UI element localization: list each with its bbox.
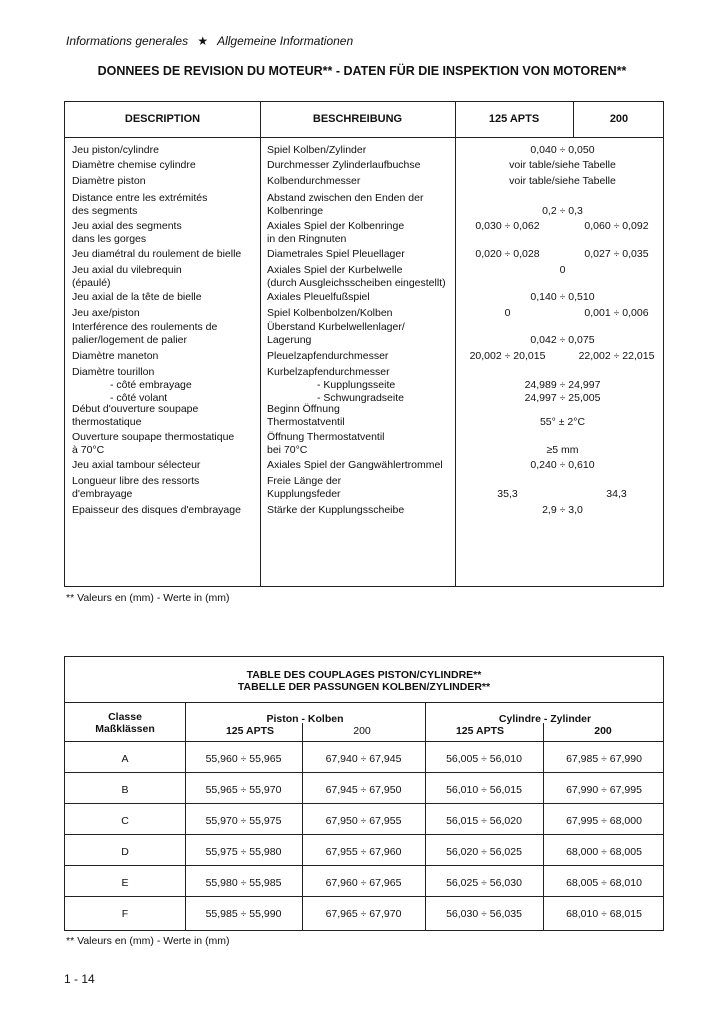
description-text: des segments: [72, 205, 138, 217]
beschreibung-cell: [267, 175, 457, 188]
row-divider: [65, 702, 663, 703]
beschreibung-cell: [267, 431, 457, 457]
description-cell: [72, 366, 257, 405]
description-text: Jeu axial de la tête de bielle: [72, 291, 202, 303]
revision-data-table: [64, 101, 664, 587]
header-cylinder-200: 200: [594, 725, 612, 737]
beschreibung-text: Thermostatventil: [267, 416, 345, 428]
description-text: Diamètre maneton: [72, 350, 159, 362]
fit-value-cell: 67,995 ÷ 68,000: [566, 815, 642, 827]
beschreibung-text: Überstand Kurbelwellenlager/: [267, 321, 405, 333]
fit-value-cell: 56,030 ÷ 56,035: [446, 908, 522, 920]
fit-value-cell: 55,975 ÷ 55,980: [205, 846, 282, 858]
column-divider: [573, 102, 574, 137]
beschreibung-text: Freie Länge der: [267, 475, 342, 487]
value-text: ≥5 mm: [546, 444, 579, 456]
beschreibung-cell: [267, 144, 457, 157]
footnote-units: ** Valeurs en (mm) - Werte in (mm): [66, 592, 230, 604]
description-cell: [72, 248, 257, 261]
description-cell: [72, 431, 257, 457]
description-cell: [72, 350, 257, 363]
fit-value-cell: 67,940 ÷ 67,945: [325, 753, 402, 765]
value-text: voir table/siehe Tabelle: [509, 175, 616, 187]
value-text: 0,001 ÷ 0,006: [584, 307, 649, 319]
fit-value-cell: 68,005 ÷ 68,010: [566, 877, 642, 889]
beschreibung-text: Diametrales Spiel Pleuellager: [267, 248, 405, 260]
class-cell: A: [121, 753, 129, 765]
beschreibung-cell: [267, 220, 457, 246]
fit-value-cell: 56,015 ÷ 56,020: [446, 815, 522, 827]
fit-value-cell: 56,025 ÷ 56,030: [446, 877, 522, 889]
beschreibung-text: Beginn Öffnung: [267, 403, 340, 415]
description-cell: [72, 264, 257, 290]
fit-value-cell: 67,965 ÷ 67,970: [325, 908, 402, 920]
footnote-units-2: ** Valeurs en (mm) - Werte in (mm): [66, 935, 230, 947]
beschreibung-text: Spiel Kolben/Zylinder: [267, 144, 367, 156]
row-divider: [65, 772, 663, 773]
description-text: Jeu axial tambour sélecteur: [72, 459, 201, 471]
row-divider: [65, 896, 663, 897]
value-text: 0,060 ÷ 0,092: [584, 220, 649, 232]
fit-value-cell: 67,960 ÷ 67,965: [325, 877, 402, 889]
value-text: voir table/siehe Tabelle: [509, 159, 616, 171]
description-text: - côté volant: [110, 392, 168, 404]
beschreibung-text: Abstand zwischen den Enden der: [267, 192, 424, 204]
header-piston-125: 125 APTS: [225, 725, 275, 737]
beschreibung-cell: [267, 291, 457, 304]
beschreibung-text: - Schwungradseite: [317, 392, 404, 404]
beschreibung-cell: [267, 403, 457, 429]
beschreibung-cell: [267, 475, 457, 501]
description-cell: [72, 192, 257, 218]
row-divider: [65, 803, 663, 804]
description-cell: [72, 144, 257, 157]
beschreibung-cell: [267, 504, 457, 517]
header-beschreibung: BESCHREIBUNG: [312, 113, 403, 125]
header-class-de: Maßklässen: [95, 723, 155, 735]
value-text: 24,989 ÷ 24,997: [524, 379, 601, 391]
value-text: 0: [504, 307, 511, 319]
header-200: 200: [609, 113, 629, 125]
value-text: 0,2 ÷ 0,3: [542, 205, 583, 217]
description-text: dans les gorges: [72, 233, 147, 245]
header-divider: [65, 137, 663, 138]
value-text: 55° ± 2°C: [539, 416, 586, 428]
beschreibung-text: Axiales Spiel der Kurbelwelle: [267, 264, 403, 276]
description-text: (épaulé): [72, 277, 111, 289]
beschreibung-cell: [267, 366, 457, 405]
description-text: Interférence des roulements de: [72, 321, 218, 333]
description-cell: [72, 403, 257, 429]
beschreibung-cell: [267, 264, 457, 290]
class-cell: B: [121, 784, 129, 796]
fit-value-cell: 56,010 ÷ 56,015: [446, 784, 522, 796]
description-text: palier/logement de palier: [72, 334, 187, 346]
fit-value-cell: 68,010 ÷ 68,015: [566, 908, 642, 920]
beschreibung-text: in den Ringnuten: [267, 233, 347, 245]
description-text: - côté embrayage: [110, 379, 192, 391]
description-text: Diamètre piston: [72, 175, 146, 187]
value-text: 35,3: [497, 488, 518, 500]
description-cell: [72, 321, 257, 347]
beschreibung-cell: [267, 350, 457, 363]
description-text: Jeu axial du vilebrequin: [72, 264, 182, 276]
table2-title-de: TABELLE DER PASSUNGEN KOLBEN/ZYLINDER**: [237, 681, 491, 693]
value-text: 0,140 ÷ 0,510: [530, 291, 595, 303]
description-cell: [72, 175, 257, 188]
row-divider: [65, 834, 663, 835]
value-text: 2,9 ÷ 3,0: [542, 504, 583, 516]
value-text: 20,002 ÷ 20,015: [469, 350, 546, 362]
description-text: Début d'ouverture soupape: [72, 403, 199, 415]
page-title: DONNEES DE REVISION DU MOTEUR** - DATEN FÜR DIE INSPEKTION VON MOTOREN**: [97, 64, 627, 78]
header-125-apts: 125 APTS: [488, 113, 540, 125]
row-divider: [65, 741, 663, 742]
description-text: Jeu diamétral du roulement de bielle: [72, 248, 242, 260]
beschreibung-text: Durchmesser Zylinderlaufbuchse: [267, 159, 421, 171]
fit-value-cell: 67,985 ÷ 67,990: [566, 753, 642, 765]
header-left: Informations generales: [66, 34, 189, 48]
fit-value-cell: 55,960 ÷ 55,965: [205, 753, 282, 765]
header-piston-200: 200: [353, 725, 371, 737]
description-text: Longueur libre des ressorts: [72, 475, 200, 487]
beschreibung-text: Lagerung: [267, 334, 312, 346]
description-text: d'embrayage: [72, 488, 133, 500]
beschreibung-text: Öffnung Thermostatventil: [267, 431, 385, 443]
fit-value-cell: 68,000 ÷ 68,005: [566, 846, 642, 858]
value-text: 0,020 ÷ 0,028: [475, 248, 540, 260]
description-cell: [72, 459, 257, 472]
beschreibung-text: Pleuelzapfendurchmesser: [267, 350, 389, 362]
description-text: Jeu axial des segments: [72, 220, 182, 232]
beschreibung-cell: [267, 321, 457, 347]
beschreibung-text: Stärke der Kupplungsscheibe: [267, 504, 405, 516]
table2-title-fr: TABLE DES COUPLAGES PISTON/CYLINDRE**: [246, 669, 482, 681]
beschreibung-cell: [267, 248, 457, 261]
fit-value-cell: 55,985 ÷ 55,990: [205, 908, 282, 920]
header-cylinder-125: 125 APTS: [455, 725, 505, 737]
fit-value-cell: 55,970 ÷ 55,975: [205, 815, 282, 827]
header-description: DESCRIPTION: [124, 113, 201, 125]
class-cell: D: [121, 846, 129, 858]
class-cell: E: [121, 877, 129, 889]
value-text: 0,030 ÷ 0,062: [475, 220, 540, 232]
header-piston: Piston - Kolben: [266, 713, 344, 725]
header-class-fr: Classe: [108, 711, 142, 723]
fit-value-cell: 67,945 ÷ 67,950: [325, 784, 402, 796]
beschreibung-text: (durch Ausgleichsscheiben eingestellt): [267, 277, 446, 289]
description-text: Distance entre les extrémités: [72, 192, 208, 204]
beschreibung-text: bei 70°C: [267, 444, 308, 456]
beschreibung-cell: [267, 159, 457, 172]
value-text: 22,002 ÷ 22,015: [578, 350, 655, 362]
description-text: Epaisseur des disques d'embrayage: [72, 504, 241, 516]
beschreibung-text: Spiel Kolbenbolzen/Kolben: [267, 307, 393, 319]
description-cell: [72, 475, 257, 501]
value-text: 34,3: [606, 488, 627, 500]
beschreibung-text: Axiales Spiel der Kolbenringe: [267, 220, 405, 232]
fit-value-cell: 56,020 ÷ 56,025: [446, 846, 522, 858]
value-text: 0: [559, 264, 566, 276]
description-text: Diamètre tourillon: [72, 366, 155, 378]
header-cylinder: Cylindre - Zylinder: [498, 713, 592, 725]
beschreibung-text: Kolbenringe: [267, 205, 324, 217]
value-text: 0,040 ÷ 0,050: [530, 144, 595, 156]
description-cell: [72, 220, 257, 246]
value-text: 0,027 ÷ 0,035: [584, 248, 649, 260]
beschreibung-text: Axiales Spiel der Gangwählertrommel: [267, 459, 443, 471]
description-text: à 70°C: [72, 444, 105, 456]
description-cell: [72, 504, 257, 517]
value-text: 24,997 ÷ 25,005: [524, 392, 601, 404]
class-cell: C: [121, 815, 129, 827]
value-text: 0,042 ÷ 0,075: [530, 334, 595, 346]
description-text: thermostatique: [72, 416, 142, 428]
beschreibung-text: Axiales Pleuelfußspiel: [267, 291, 370, 303]
class-cell: F: [121, 908, 129, 920]
fit-value-cell: 67,955 ÷ 67,960: [325, 846, 402, 858]
fit-value-cell: 55,965 ÷ 55,970: [205, 784, 282, 796]
beschreibung-text: Kurbelzapfendurchmesser: [267, 366, 390, 378]
description-cell: [72, 159, 257, 172]
piston-cylinder-table: [64, 656, 664, 931]
description-text: Diamètre chemise cylindre: [72, 159, 196, 171]
description-cell: [72, 307, 257, 320]
beschreibung-text: Kolbendurchmesser: [267, 175, 361, 187]
value-text: 0,240 ÷ 0,610: [530, 459, 595, 471]
beschreibung-text: - Kupplungsseite: [317, 379, 396, 391]
description-text: Jeu axe/piston: [72, 307, 140, 319]
fit-value-cell: 56,005 ÷ 56,010: [446, 753, 522, 765]
description-cell: [72, 291, 257, 304]
beschreibung-cell: [267, 307, 457, 320]
description-text: Ouverture soupape thermostatique: [72, 431, 235, 443]
section-header: [66, 34, 353, 48]
star-icon: ★: [197, 34, 209, 48]
column-divider: [260, 102, 261, 586]
header-right: Allgemeine Informationen: [217, 34, 354, 48]
fit-value-cell: 67,950 ÷ 67,955: [325, 815, 402, 827]
description-text: Jeu piston/cylindre: [72, 144, 159, 156]
fit-value-cell: 55,980 ÷ 55,985: [205, 877, 282, 889]
row-divider: [65, 865, 663, 866]
beschreibung-cell: [267, 459, 457, 472]
fit-value-cell: 67,990 ÷ 67,995: [566, 784, 642, 796]
beschreibung-text: Kupplungsfeder: [267, 488, 341, 500]
page-number: 1 - 14: [64, 972, 95, 986]
beschreibung-cell: [267, 192, 457, 218]
